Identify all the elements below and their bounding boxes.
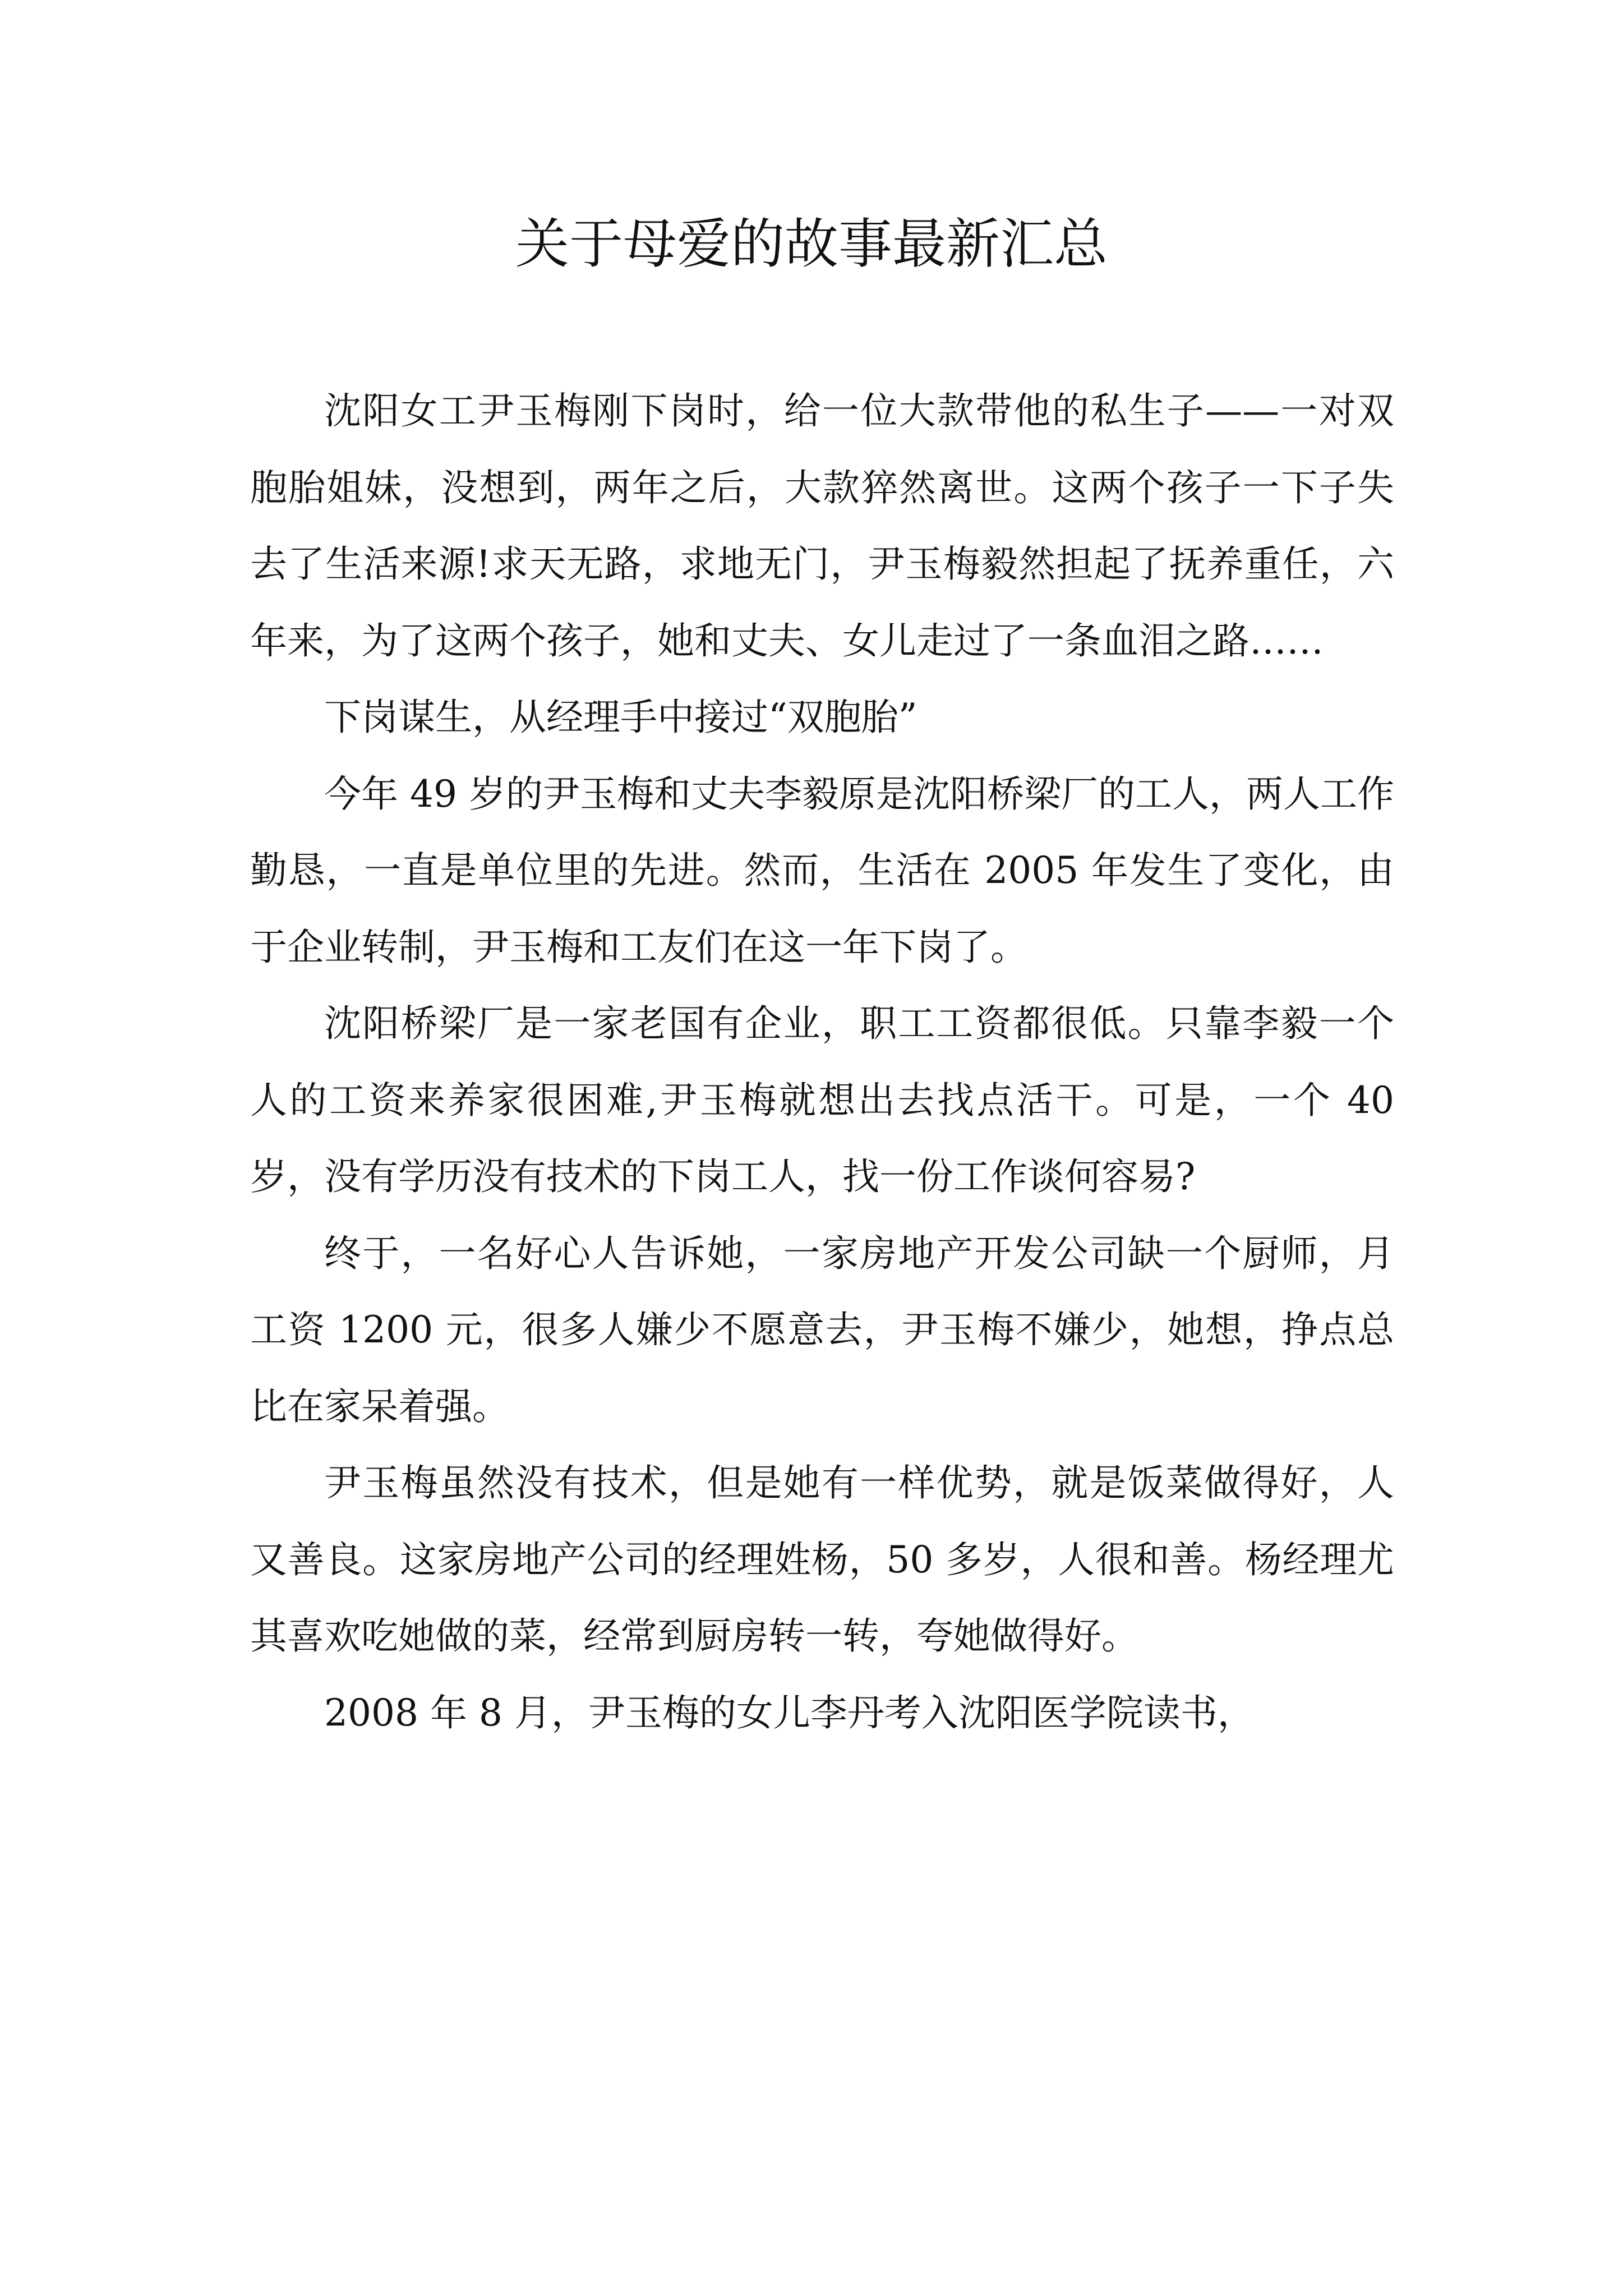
paragraph-daughter: 2008 年 8 月，尹玉梅的女儿李丹考入沈阳医学院读书， bbox=[324, 1691, 1255, 1734]
paragraph-background: 今年 49 岁的尹玉梅和丈夫李毅原是沈阳桥梁厂的工人，两人工作勤恳，一直是单位里的先进。然而，生活在 2005 年发生了变化，由于企业转制，尹玉梅和工友们在这一年下岗了。 bbox=[250, 772, 1394, 969]
document-body bbox=[250, 373, 1394, 1751]
paragraph-subheading: 下岗谋生，从经理手中接过“双胞胎” bbox=[324, 696, 917, 739]
paragraph-cook-job: 终于，一名好心人告诉她，一家房地产开发公司缺一个厨师，月工资 1200 元，很多人嫌少不愿意去，尹玉梅不嫌少，她想，挣点总比在家呆着强。 bbox=[250, 1231, 1394, 1428]
paragraph-intro: 沈阳女工尹玉梅刚下岗时，给一位大款带他的私生子——一对双胞胎姐妹，没想到，两年之后，大款猝然离世。这两个孩子一下子失去了生活来源!求天无路，求地无门，尹玉梅毅然担起了抚养重任，六年来，为了这两个孩子，她和丈夫、女儿走过了一条血泪之路…… bbox=[250, 389, 1394, 662]
document-title: 关于母爱的故事最新汇总 bbox=[515, 213, 1108, 275]
paragraph-job-search: 沈阳桥梁厂是一家老国有企业，职工工资都很低。只靠李毅一个人的工资来养家很困难,尹玉梅就想出去找点活干。可是，一个 40 岁，没有学历没有技术的下岗工人，找一份工作谈何容易? bbox=[250, 1002, 1394, 1198]
paragraph-manager: 尹玉梅虽然没有技术，但是她有一样优势，就是饭菜做得好，人又善良。这家房地产公司的经理姓杨，50 多岁，人很和善。杨经理尤其喜欢吃她做的菜，经常到厨房转一转，夸她做得好。 bbox=[250, 1461, 1394, 1658]
